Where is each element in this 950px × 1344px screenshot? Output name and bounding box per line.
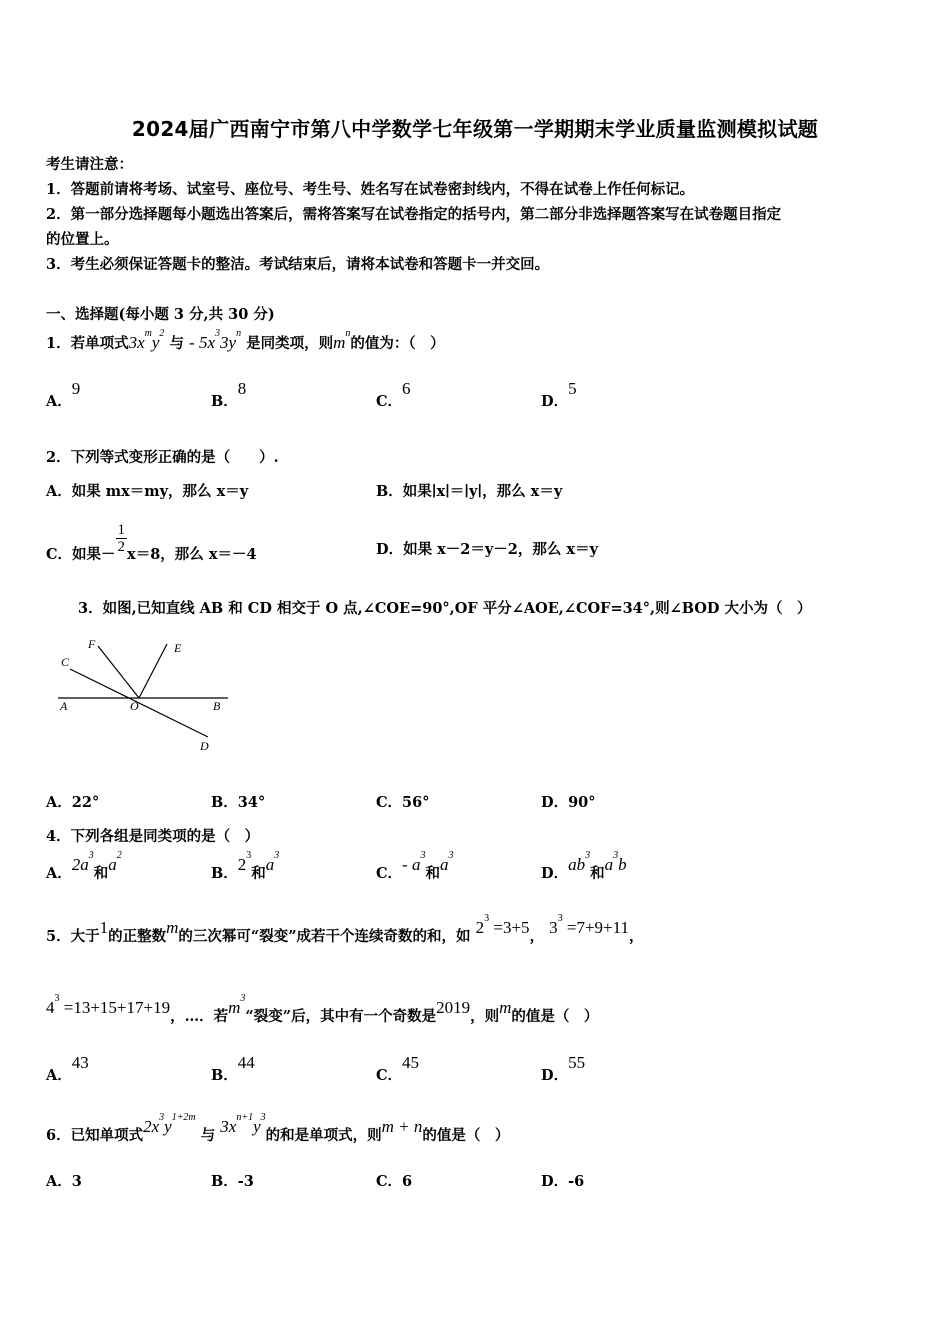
q6-option-b[interactable]: B．-3	[211, 1173, 254, 1190]
q2-option-d[interactable]: D．如果 x－2＝y－2，那么 x＝y	[376, 541, 598, 558]
label-c: C	[61, 655, 70, 669]
q2-option-a[interactable]: A．如果 mx＝my，那么 x＝y	[46, 483, 249, 500]
q2-option-c[interactable]: C．如果－ $\frac{1}{2}$ x＝8，那么 x＝－4	[46, 522, 257, 563]
q3-option-d[interactable]: D．90°	[541, 794, 596, 811]
question-6: 6．已知单项式$2x^3y^{1+2m}$ 与 $3x^{n+1}y^3$的和是单项式，则m + n的值是（ ）	[46, 1112, 510, 1144]
question-4: 4．下列各组是同类项的是（ ）	[46, 828, 260, 845]
q3-option-a[interactable]: A．22°	[46, 794, 100, 811]
notice-item-2: 2．第一部分选择题每小题选出答案后，需将答案写在试卷指定的括号内，第二部分非选择题答案写在试卷题目指定	[46, 206, 782, 223]
notice-item-2-cont: 的位置上。	[46, 231, 119, 248]
notice-item-3: 3．考生必须保证答题卡的整洁。考试结束后，请将本试卷和答题卡一并交回。	[46, 256, 550, 273]
ray-oe	[139, 644, 167, 698]
q1-option-a[interactable]: A．9	[46, 379, 81, 410]
q4-option-a[interactable]: A．$2a^3$和$a^2$	[46, 850, 122, 882]
q3-option-b[interactable]: B．34°	[211, 794, 266, 811]
q1-term2: - $5x^33y^n$	[189, 328, 242, 352]
q6-option-c[interactable]: C．6	[376, 1173, 413, 1190]
question-1	[46, 328, 445, 353]
q4-option-b[interactable]: B．$2^3$和$a^3$	[211, 850, 280, 882]
section-heading: 一、选择题(每小题 3 分,共 30 分)	[46, 306, 275, 323]
label-o: O	[130, 699, 139, 713]
question-5-line-1: 5．大于1的正整数m的三次幂可“裂变”成若干个连续奇数的和，如 $2^3 =3+5$， $3^3 =7+9+11$，	[46, 913, 644, 945]
q5-option-c[interactable]: C．45	[376, 1053, 420, 1084]
question-2: 2．下列等式变形正确的是（ ）.	[46, 449, 279, 466]
q2-option-b[interactable]: B．如果∣x∣＝∣y∣，那么 x＝y	[376, 483, 563, 500]
q1-term3: $m^n$	[333, 328, 351, 352]
q1-option-b[interactable]: B．8	[211, 379, 247, 410]
q1-mid: 是同类项，则	[246, 335, 334, 352]
question-5-line-2: $4^3 =13+15+17+19$，…．若$m^3“$裂变”后，其中有一个奇数是2019，则m的值是（ ）	[46, 993, 599, 1025]
line-cd	[70, 669, 208, 737]
q4-option-c[interactable]: C．- $a^3$和$a^3$	[376, 850, 454, 882]
notice-item-1: 1．答题前请将考场、试室号、座位号、考生号、姓名写在试卷密封线内，不得在试卷上作任何标记。	[46, 181, 695, 198]
q6-option-a[interactable]: A．3	[46, 1173, 82, 1190]
label-a: A	[60, 699, 68, 713]
q1-end: 的值为：（ ）	[350, 335, 445, 352]
q1-term1: $3x^my^2$	[128, 328, 165, 352]
label-b: B	[213, 699, 221, 713]
label-e: E	[174, 641, 182, 655]
ray-of	[98, 646, 139, 698]
label-d: D	[200, 739, 209, 753]
question-3: 3．如图,已知直线 AB 和 CD 相交于 O 点,∠COE=90°,OF 平分∠AOE,∠COF=34°,则∠BOD 大小为（ ）	[78, 600, 812, 617]
q4-option-d[interactable]: D．$ab^3$和$a^3b$	[541, 850, 627, 882]
q5-option-a[interactable]: A．43	[46, 1053, 89, 1084]
q5-option-b[interactable]: B．44	[211, 1053, 255, 1084]
q3-geometry-figure	[50, 632, 240, 762]
q3-option-c[interactable]: C．56°	[376, 794, 430, 811]
q1-option-d[interactable]: D．5	[541, 379, 577, 410]
q1-prefix: 1．若单项式	[46, 335, 129, 352]
notice-heading: 考生请注意：	[46, 156, 133, 173]
label-f: F	[88, 637, 96, 651]
q5-option-d[interactable]: D．55	[541, 1053, 586, 1084]
q1-option-c[interactable]: C．6	[376, 379, 411, 410]
q6-option-d[interactable]: D．-6	[541, 1173, 585, 1190]
q1-with: 与	[169, 335, 184, 352]
page-title: 2024届广西南宁市第八中学数学七年级第一学期期末学业质量监测模拟试题	[131, 117, 819, 141]
